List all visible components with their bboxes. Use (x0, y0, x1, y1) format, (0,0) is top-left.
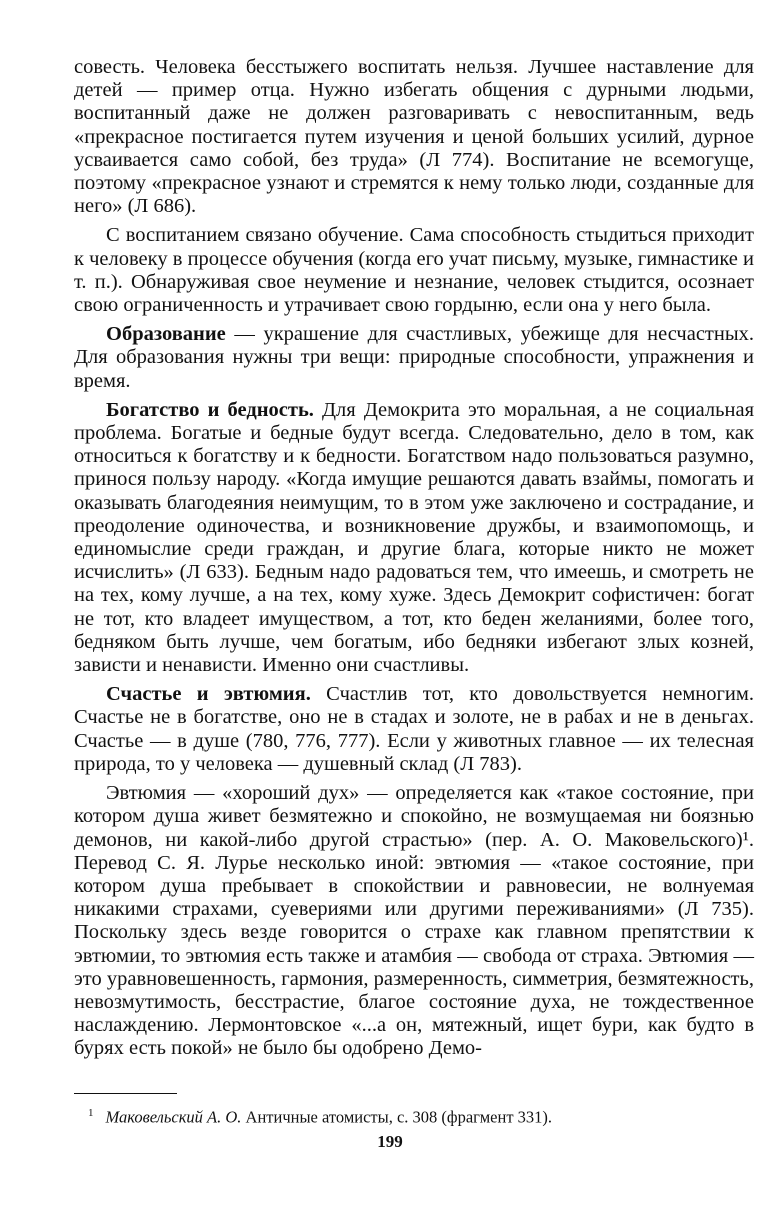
paragraph-education (74, 323, 754, 393)
paragraph-text: Счастлив тот, кто довольствуется немногим. Счастье не в богатстве, оно не в стадах и золоте, не в рабах и не в деньгах. Счастье — в душе (780, 776, 777). Если у животных главное — их телесная природа, то у человека — душевный склад (Л 783). (74, 683, 754, 775)
paragraph-wealth-poverty (74, 399, 754, 677)
footnote-marker: 1 (88, 1107, 94, 1119)
paragraph-text: Для Демокрита это моральная, а не социальная проблема. Богатые и бедные будут всегда. Следовательно, дело в том, как относиться к богатству и к бедности. Богатством надо пользоваться разумно, принося пользу народу. «Когда имущие решаются давать взаймы, помогать и оказывать благодеяния неимущим, то в этом уже заключено и сострадание, и преодоление одиночества, и возникновение дружбы, и взаимопомощь, и единомыслие среди граждан, и другие блага, которые никто не может исчислить» (Л 633). Бедным надо радоваться тем, что имеешь, и смотреть не на тех, кому лучше, а на тех, кому хуже. Здесь Демокрит софистичен: богат не тот, кто владеет имуществом, а тот, кто беден желаниями, более того, бедняком быть лучше, чем богатым, ибо бедняки избегают злых козней, зависти и ненависти. Именно они счастливы. (74, 398, 754, 677)
paragraph-upbringing (74, 56, 754, 218)
page-number: 199 (377, 1132, 403, 1151)
paragraph-lead: Счастье и эвтюмия. (106, 683, 311, 706)
page-body (74, 56, 754, 1061)
paragraph-text: С воспитанием связано обучение. Сама способность стыдиться приходит к человеку в процессе обучения (когда его учат письму, музыке, гимнастике и т. п.). Обнаруживая свое неумение и незнание, человек стыдится, осознает свою ограниченность и утрачивает свою гордыню, если она у него была. (74, 224, 754, 317)
footnote-author: Маковельский А. О. (105, 1107, 242, 1127)
footnote-divider (74, 1093, 177, 1094)
paragraph-text: совесть. Человека бесстыжего воспитать нельзя. Лучшее наставление для детей — пример отца. Нужно избегать общения с дурными людьми, воспитанный даже не должен разговаривать с невоспитанным, ведь «прекрасное постигается путем изучения и ценой больших усилий, дурное усваивается само собой, без труда» (Л 774). Воспитание не всемогуще, поэтому «прекрасное узнают и стремятся к нему только люди, созданные для него» (Л 686). (74, 56, 754, 218)
footnote (88, 1103, 738, 1128)
paragraph-learning (74, 224, 754, 317)
paragraph-text: Эвтюмия — «хороший дух» — определяется как «такое состояние, при котором душа живет безмятежно и спокойно, не возмущаемая ни боязнью демонов, ни какой-либо другой страстью» (пер. А. О. Маковельского)¹. Перевод С. Я. Лурье несколько иной: эвтюмия — «такое состояние, при котором душа пребывает в спокойствии и равновесии, не волнуемая никакими страхами, суевериями или другими переживаниями» (Л 735). Поскольку здесь везде говорится о страхе как главном препятствии к эвтюмии, то эвтюмия есть также и атамбия — свобода от страха. Эвтюмия — это уравновешенность, гармония, размеренность, симметрия, безмятежность, невозмутимость, бесстрастие, благое состояние духа, не тождественное наслаждению. Лермонтовское «...а он, мятежный, ищет бури, как будто в бурях есть покой» не было бы одобрено Демо- (74, 782, 754, 1060)
paragraph-text: — украшение для счастливых, убежище для несчастных. Для образования нужны три вещи: природные способности, упражнения и время. (74, 323, 754, 392)
paragraph-lead: Образование (106, 323, 226, 346)
paragraph-euthymia (74, 782, 754, 1060)
paragraph-lead: Богатство и бедность. (106, 398, 314, 421)
footnote-text: Античные атомисты, с. 308 (фрагмент 331). (241, 1107, 553, 1127)
paragraph-happiness (74, 683, 754, 776)
